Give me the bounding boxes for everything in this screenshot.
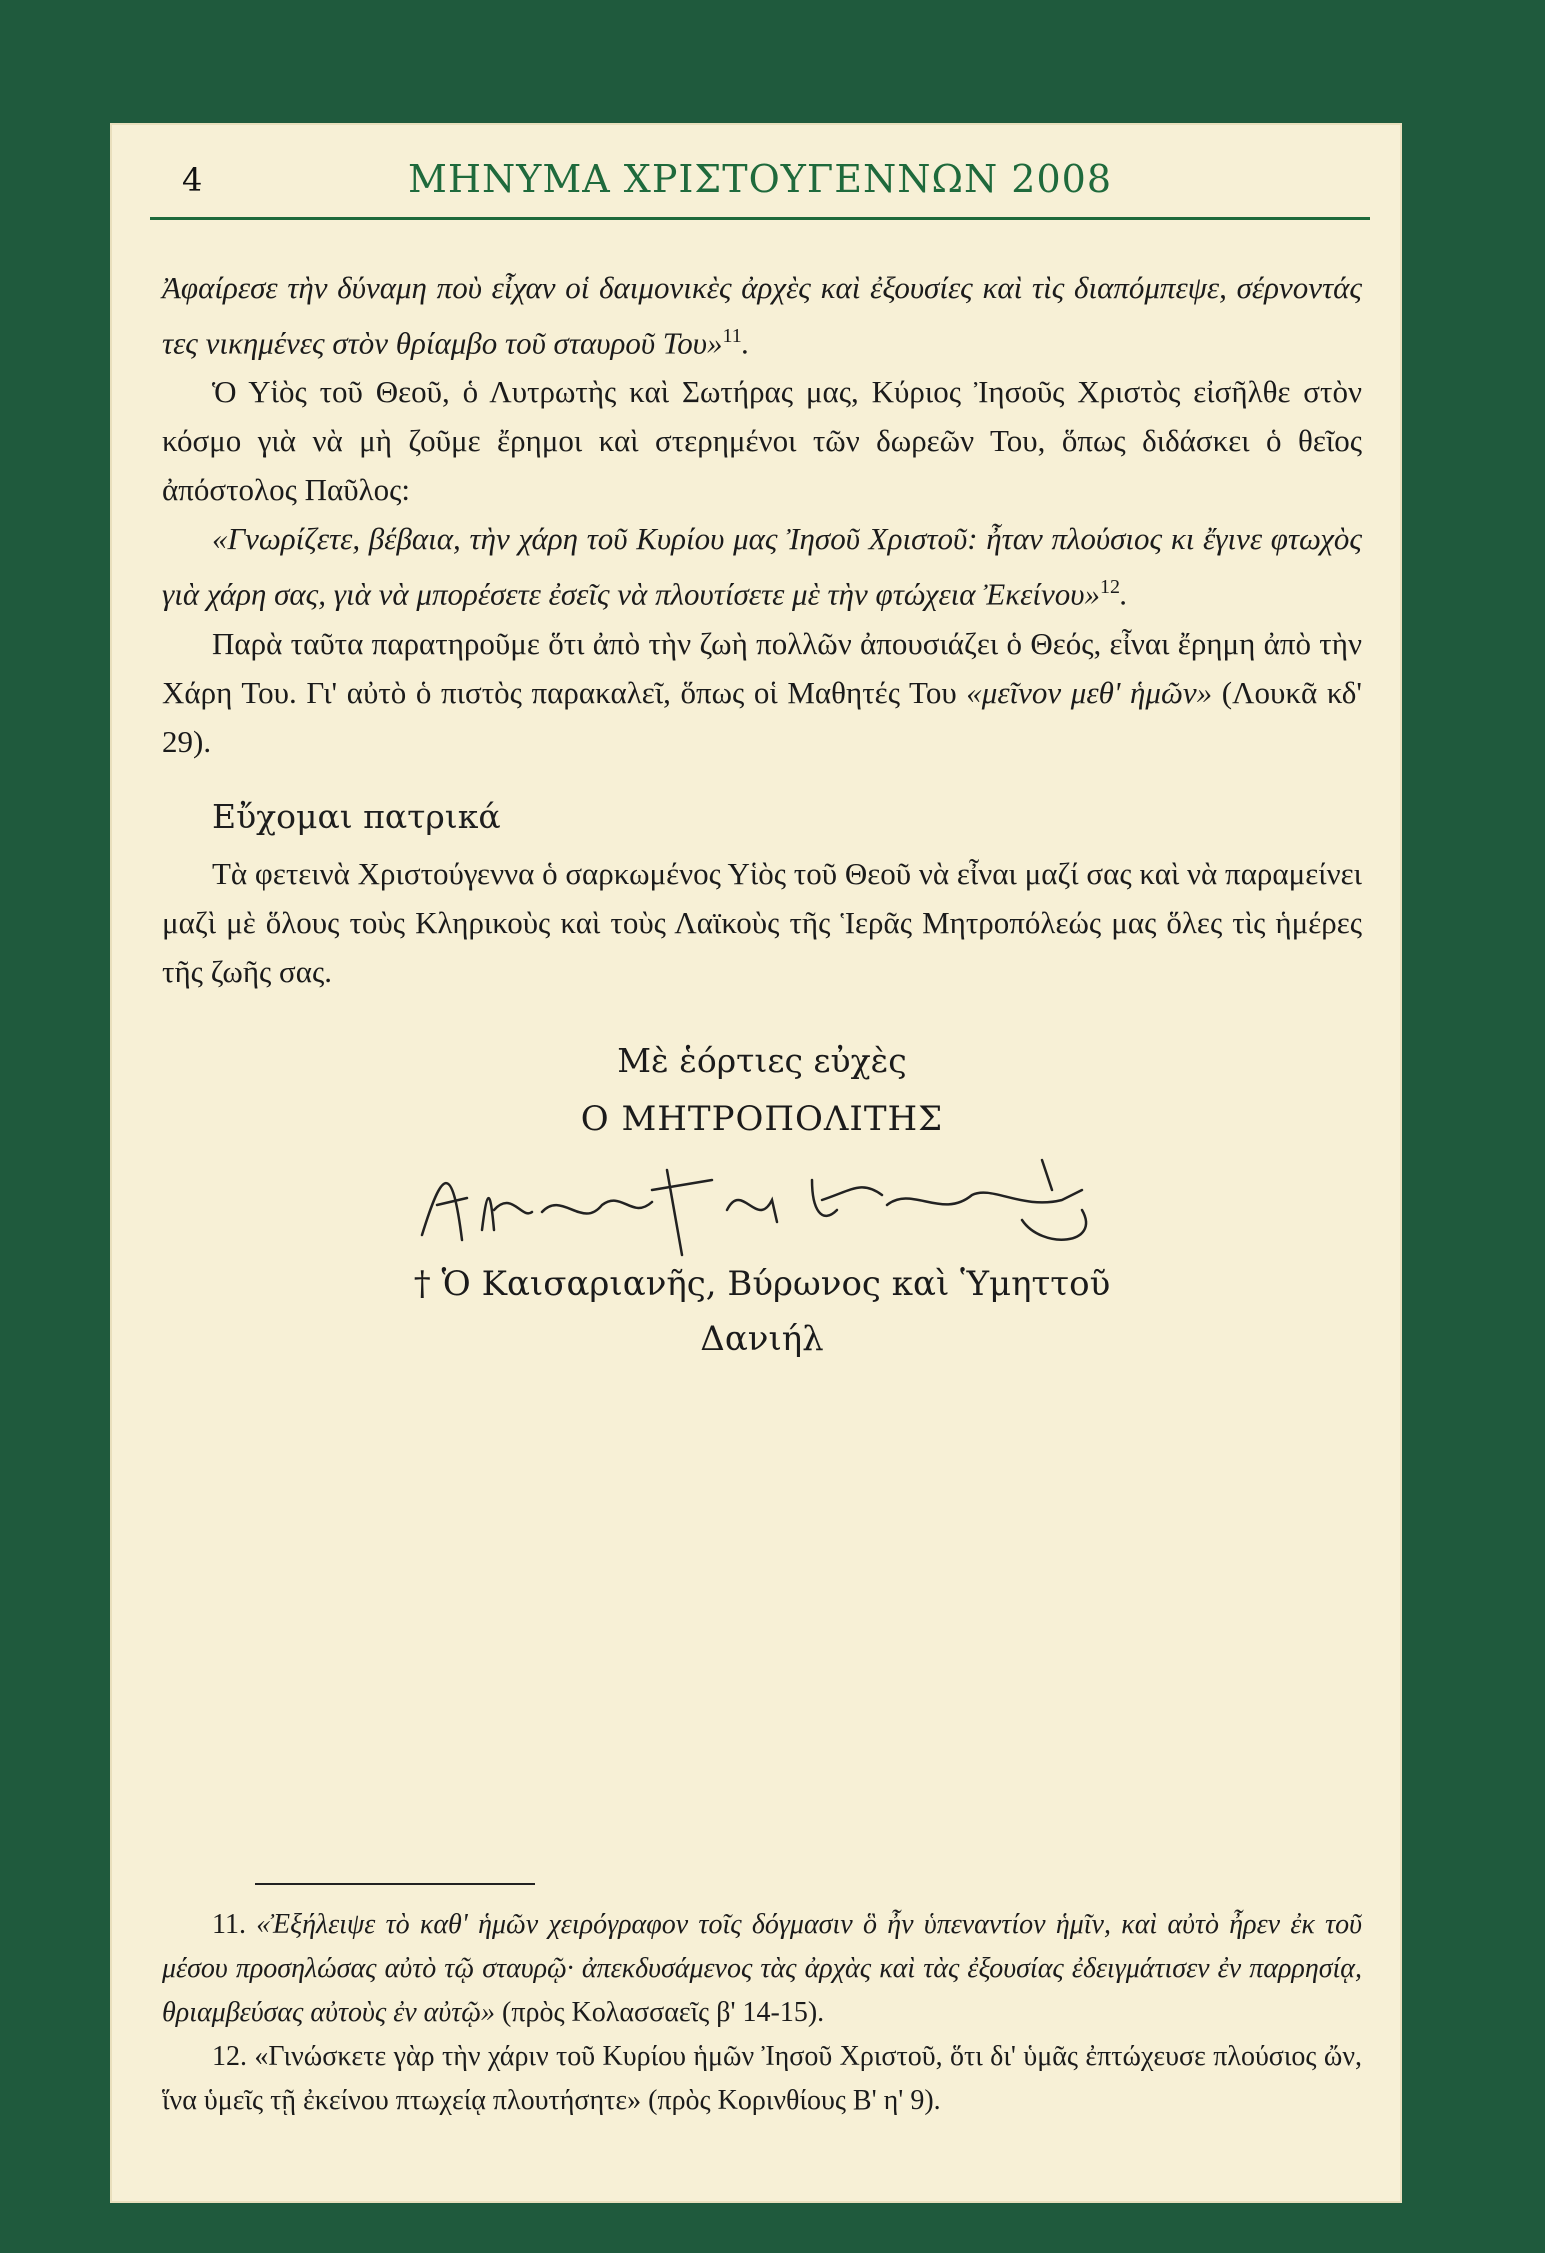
paragraph-3 xyxy=(162,514,1362,618)
footnotes xyxy=(162,1903,1362,2123)
footnote-12-text: «Γινώσκετε γὰρ τὴν χάριν τοῦ Κυρίου ἡμῶν Ἰησοῦ Χριστοῦ, ὅτι δι' ὑμᾶς ἐπτώχευσε πλούσιος ὤν, ἵνα ὑμεῖς τῇ ἐκείνου πτωχείᾳ πλουτήσητε» (πρὸς Κορινθίους Β' η' 9). xyxy=(162,2041,1363,2116)
footnote-11-number: 11. xyxy=(212,1909,246,1940)
document-page xyxy=(110,123,1402,2203)
footnote-12 xyxy=(162,2035,1362,2123)
paragraph-1 xyxy=(162,263,1362,367)
closing-office: Ο ΜΗΤΡΟΠΟΛΙΤΗΣ xyxy=(580,1098,944,1139)
paragraph-4 xyxy=(162,619,1362,766)
header-title: ΜΗΝΥΜΑ ΧΡΙΣΤΟΥΓΕΝΝΩΝ 2008 xyxy=(407,157,1113,201)
handwritten-signature xyxy=(382,1150,1142,1260)
footnote-11-quote: «Ἐξήλειψε τὸ καθ' ἡμῶν χειρόγραφον τοῖς δόγμασιν ὃ ἦν ὑπεναντίον ἡμῖν, καὶ αὐτὸ ἦρεν ἐκ τοῦ μέσου προσηλώσας αὐτὸ τῷ σταυρῷ· ἀπεκδυσάμενος τὰς ἀρχὰς καὶ τὰς ἐξουσίας ἐδειγμάτισεν ἐν παρρησίᾳ, θριαμβεύσας αὐτοὺς ἐν αὐτῷ» xyxy=(162,1909,1362,2028)
paragraph-3-end: . xyxy=(1119,576,1128,612)
footnote-11 xyxy=(162,1903,1362,2035)
paragraph-1-end: . xyxy=(741,325,750,361)
paragraph-1-text: Ἀφαίρεσε τὴν δύναμη ποὺ εἶχαν οἱ δαιμονικὲς ἀρχὲς καὶ ἐξουσίες καὶ τὶς διαπόμπεψε, σέρνοντάς τες νικημένες στὸν θρίαμβο τοῦ σταυροῦ Του» xyxy=(162,270,1362,361)
header-divider xyxy=(150,217,1370,220)
paragraph-4-text: Παρὰ ταῦτα παρατηροῦμε ὅτι ἀπὸ τὴν ζωὴ πολλῶν ἀπουσιάζει ὁ Θεός, εἶναι ἔρημη ἀπὸ τὴν Χάρη Του. Γι' αὐτὸ ὁ πιστὸς παρακαλεῖ, ὅπως οἱ Μαθητές Του xyxy=(162,625,1362,710)
closing-greeting: Μὲ ἑόρτιες εὐχὲς xyxy=(617,1040,907,1080)
footnote-12-number: 12. xyxy=(212,2041,247,2072)
paragraph-4-end: (Λουκᾶ κδ' 29). xyxy=(162,674,1362,759)
section-heading: Εὔχομαι πατρικά xyxy=(212,796,501,836)
page-header xyxy=(150,149,1370,209)
paragraph-2: Ὁ Υἱὸς τοῦ Θεοῦ, ὁ Λυτρωτὴς καὶ Σωτήρας μας, Κύριος Ἰησοῦς Χριστὸς εἰσῆλθε στὸν κόσμο γιὰ νὰ μὴ ζοῦμε ἔρημοι καὶ στερημένοι τῶν δωρεῶν Του, ὅπως διδάσκει ὁ θεῖος ἀπόστολος Παῦλος: xyxy=(162,374,1362,508)
page-number: 4 xyxy=(182,161,203,199)
bishop-title: † Ὁ Καισαριανῆς, Βύρωνος καὶ Ὑμηττοῦ xyxy=(413,1263,1111,1304)
bishop-name: Δανιήλ xyxy=(700,1318,824,1359)
footnote-ref-12: 12 xyxy=(1099,576,1120,599)
paragraph-5: Τὰ φετεινὰ Χριστούγεννα ὁ σαρκωμένος Υἱὸς τοῦ Θεοῦ νὰ εἶναι μαζί σας καὶ νὰ παραμείνει μαζὶ μὲ ὅλους τοὺς Κληρικοὺς καὶ τοὺς Λαϊκοὺς τῆς Ἱερᾶς Μητροπόλεώς μας ὅλες τὶς ἡμέρες τῆς ζωῆς σας. xyxy=(162,855,1362,989)
paragraph-4-quote: «μεῖνον μεθ' ἡμῶν» xyxy=(966,674,1213,710)
paragraph-3-text: «Γνωρίζετε, βέβαια, τὴν χάρη τοῦ Κυρίου μας Ἰησοῦ Χριστοῦ: ἦταν πλούσιος κι ἔγινε φτωχὸς γιὰ χάρη σας, γιὰ νὰ μπορέσετε ἐσεῖς νὰ πλουτίσετε μὲ τὴν φτώχεια Ἐκείνου» xyxy=(162,521,1362,612)
footnote-11-ref: (πρὸς Κολασσαεῖς β' 14-15). xyxy=(502,1997,825,2028)
footnote-ref-11: 11 xyxy=(722,325,742,347)
footnote-divider xyxy=(255,1883,535,1885)
body-text xyxy=(162,263,1362,1364)
